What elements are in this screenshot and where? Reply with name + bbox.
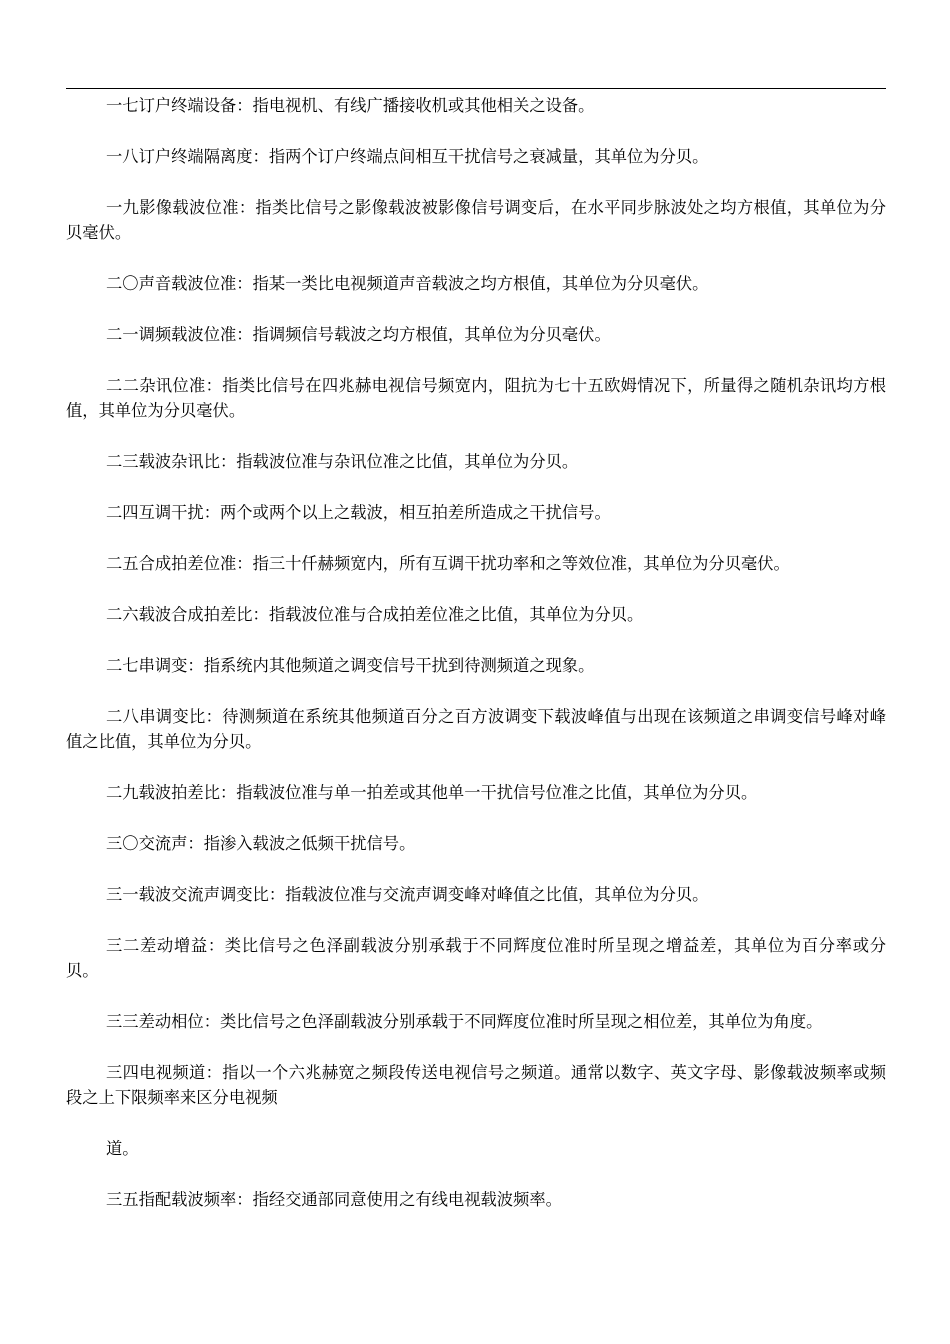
paragraph-28: 二八串调变比：待测频道在系统其他频道百分之百方波调变下载波峰值与出现在该频道之串调变信号峰对峰值之比值，其单位为分贝。 — [66, 707, 886, 751]
paragraph-24: 二四互调干扰：两个或两个以上之载波，相互拍差所造成之干扰信号。 — [106, 503, 611, 522]
paragraph-17: 一七订户终端设备：指电视机、有线广播接收机或其他相关之设备。 — [106, 96, 595, 115]
paragraph-25: 二五合成拍差位准：指三十仟赫频宽内，所有互调干扰功率和之等效位准，其单位为分贝毫伏。 — [106, 554, 790, 573]
document-body — [66, 93, 886, 1238]
paragraph-34: 三四电视频道：指以一个六兆赫宽之频段传送电视信号之频道。通常以数字、英文字母、影像载波频率或频段之上下限频率来区分电视频 — [66, 1063, 886, 1107]
paragraph-18: 一八订户终端隔离度：指两个订户终端点间相互干扰信号之衰减量，其单位为分贝。 — [106, 147, 709, 166]
paragraph-34-continuation: 道。 — [106, 1139, 139, 1158]
paragraph-32: 三二差动增益：类比信号之色泽副载波分别承载于不同辉度位准时所呈现之增益差，其单位为百分率或分贝。 — [66, 936, 886, 980]
paragraph-26: 二六载波合成拍差比：指载波位准与合成拍差位准之比值，其单位为分贝。 — [106, 605, 644, 624]
header-rule — [66, 88, 886, 89]
paragraph-22: 二二杂讯位准：指类比信号在四兆赫电视信号频宽内，阻抗为七十五欧姆情况下，所量得之随机杂讯均方根值，其单位为分贝毫伏。 — [66, 376, 886, 420]
paragraph-20: 二〇声音载波位准：指某一类比电视频道声音载波之均方根值，其单位为分贝毫伏。 — [106, 274, 709, 293]
paragraph-23: 二三载波杂讯比：指载波位准与杂讯位准之比值，其单位为分贝。 — [106, 452, 579, 471]
paragraph-27: 二七串调变：指系统内其他频道之调变信号干扰到待测频道之现象。 — [106, 656, 595, 675]
paragraph-30: 三〇交流声：指渗入载波之低频干扰信号。 — [106, 834, 416, 853]
paragraph-33: 三三差动相位：类比信号之色泽副载波分别承载于不同辉度位准时所呈现之相位差，其单位为角度。 — [106, 1012, 823, 1031]
paragraph-21: 二一调频载波位准：指调频信号载波之均方根值，其单位为分贝毫伏。 — [106, 325, 611, 344]
paragraph-35: 三五指配载波频率：指经交通部同意使用之有线电视载波频率。 — [106, 1190, 562, 1209]
paragraph-19: 一九影像载波位准：指类比信号之影像载波被影像信号调变后，在水平同步脉波处之均方根值，其单位为分贝毫伏。 — [66, 198, 886, 242]
paragraph-31: 三一载波交流声调变比：指载波位准与交流声调变峰对峰值之比值，其单位为分贝。 — [106, 885, 709, 904]
paragraph-29: 二九载波拍差比：指载波位准与单一拍差或其他单一干扰信号位准之比值，其单位为分贝。 — [106, 783, 758, 802]
